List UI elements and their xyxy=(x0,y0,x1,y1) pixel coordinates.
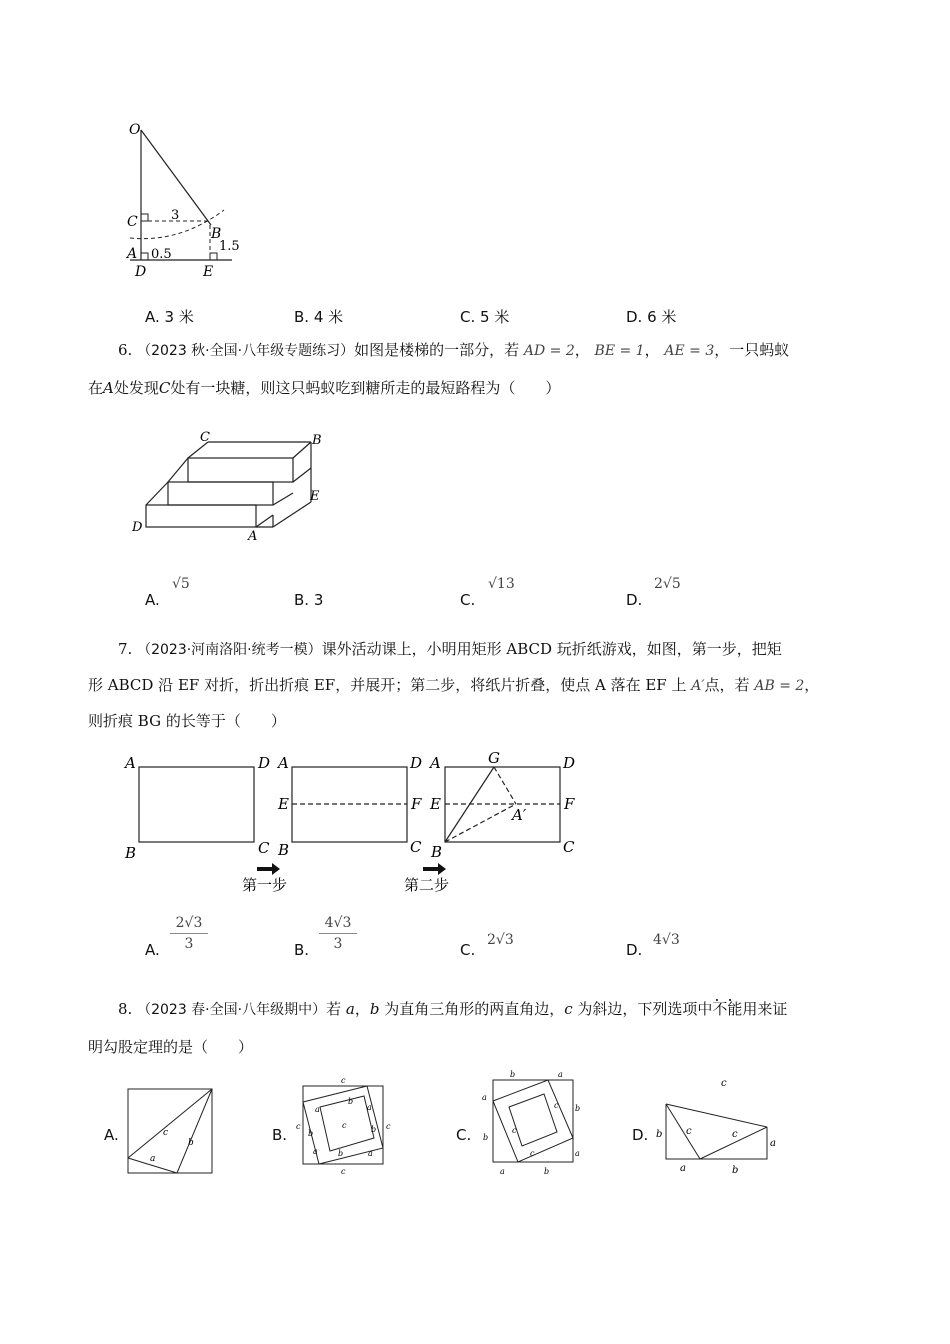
question-text: 用来证 xyxy=(742,1000,788,1018)
fig1-label-C: C xyxy=(258,839,270,857)
label-a: a xyxy=(313,1147,318,1156)
label-B: B xyxy=(211,226,222,242)
fig3-label-F: F xyxy=(564,795,575,813)
option-letter: D. xyxy=(626,941,643,959)
option-letter: A. xyxy=(145,308,160,326)
step1-label: 第一步 xyxy=(242,876,288,894)
q5-option-d[interactable] xyxy=(626,306,676,327)
label-a: a xyxy=(500,1167,505,1176)
fig1-label-D: D xyxy=(258,754,271,772)
option-letter: C. xyxy=(460,308,476,326)
var-a: a xyxy=(345,1000,355,1018)
question-text: 如图是楼梯的一部分，若 xyxy=(354,341,520,359)
question-source: （2023 春·全国·八年级期中） xyxy=(137,1002,327,1018)
label-b: b xyxy=(483,1133,489,1142)
question-number: 6. xyxy=(118,341,133,359)
fig3-label-B: B xyxy=(431,843,443,861)
q6-option-d[interactable] xyxy=(626,591,642,609)
q6-stem-line1 xyxy=(118,334,858,367)
fig3-label-G: G xyxy=(488,749,500,767)
fig1-label-A: A xyxy=(125,754,136,772)
fig3-label-E: E xyxy=(430,795,441,813)
q8-option-d[interactable] xyxy=(632,1126,648,1144)
label-c: c xyxy=(296,1122,301,1131)
option-text: 6 米 xyxy=(647,308,677,326)
question-text: 课外活动课上，小明用矩形 ABCD 玩折纸游戏，如图，第一步，把矩 xyxy=(321,640,782,658)
q7-option-b-fraction xyxy=(319,913,357,954)
q6-option-a[interactable] xyxy=(145,591,160,609)
question-source: （2023·河南洛阳·统考一模） xyxy=(137,642,322,658)
fig2-label-C: C xyxy=(410,838,422,856)
q7-option-a[interactable] xyxy=(145,941,160,959)
label-b: b xyxy=(188,1138,194,1148)
emphasis-text: 不能 xyxy=(712,1000,743,1018)
label-A: A xyxy=(127,246,138,262)
q8-stem-line2 xyxy=(88,1031,863,1063)
var-b: b xyxy=(369,1000,380,1018)
q7-option-d-value: 4√3 xyxy=(653,932,680,948)
question-source: （2023 秋·全国·八年级专题练习） xyxy=(137,343,355,359)
q7-option-b[interactable] xyxy=(294,941,309,959)
label-3: 3 xyxy=(171,208,180,223)
q6-option-d-value: 2√5 xyxy=(654,576,681,592)
q7-option-c-value: 2√3 xyxy=(487,932,514,948)
fig2-label-F: F xyxy=(411,795,422,813)
label-b: b xyxy=(348,1097,354,1106)
point-a-prime: A′ xyxy=(691,678,705,694)
step2-label: 第二步 xyxy=(404,876,450,894)
label-a: a xyxy=(150,1154,156,1164)
question-number: 7. xyxy=(118,640,133,658)
condition-be: BE = 1 xyxy=(594,343,645,359)
fig3-label-C: C xyxy=(563,838,575,856)
label-C: C xyxy=(200,430,210,445)
q5-option-a[interactable] xyxy=(145,306,194,327)
label-a: a xyxy=(680,1163,686,1174)
option-letter: A. xyxy=(145,591,160,609)
option-text: 3 米 xyxy=(164,308,194,326)
label-c: c xyxy=(554,1101,559,1110)
label-c: c xyxy=(512,1126,517,1135)
point-a: A xyxy=(103,379,114,397)
label-c-top: c xyxy=(721,1078,727,1089)
label-b: b xyxy=(308,1129,314,1138)
question-text: 为直角三角形的两直角边， xyxy=(379,1000,565,1018)
label-c: c xyxy=(163,1128,169,1138)
fig1-label-B: B xyxy=(125,844,137,862)
label-c: c xyxy=(530,1149,535,1158)
label-D: D xyxy=(135,264,147,280)
fig2-label-B: B xyxy=(278,841,290,859)
label-a: a xyxy=(368,1149,373,1158)
question-text: 若 xyxy=(326,1000,346,1018)
label-b: b xyxy=(338,1149,344,1158)
q8-figure-c xyxy=(478,1068,581,1180)
q7-stem-line1 xyxy=(118,633,863,666)
fraction-denominator: 3 xyxy=(184,936,194,952)
fraction-numerator: 2√3 xyxy=(170,913,208,934)
option-letter: C. xyxy=(456,1126,472,1144)
q7-option-d[interactable] xyxy=(626,941,642,959)
q8-option-b[interactable] xyxy=(272,1126,287,1144)
emphasis-not: .. 不能 xyxy=(712,986,743,1018)
q5-figure xyxy=(120,118,240,280)
label-b: b xyxy=(656,1129,663,1140)
label-c: c xyxy=(386,1122,391,1131)
option-text: 4 米 xyxy=(313,308,344,326)
label-c: c xyxy=(732,1129,738,1140)
question-text: ，一只蚂蚁 xyxy=(714,341,790,359)
fraction-numerator: 4√3 xyxy=(319,913,357,934)
option-text: 3 xyxy=(313,591,324,609)
q6-stem-line2 xyxy=(88,372,858,404)
fig2-label-D: D xyxy=(410,754,423,772)
label-c: c xyxy=(341,1167,346,1176)
comma: ， xyxy=(644,341,660,359)
option-letter: B. xyxy=(294,941,310,959)
label-c: c xyxy=(342,1121,347,1130)
option-letter: A. xyxy=(145,941,160,959)
question-text: 处有一块糖，则这只蚂蚁吃到糖所走的最短路程为（ ） xyxy=(170,379,561,397)
label-a: a xyxy=(558,1070,563,1079)
option-letter: D. xyxy=(626,308,643,326)
label-b: b xyxy=(544,1167,550,1176)
option-text: 5 米 xyxy=(480,308,510,326)
question-text: 为斜边，下列选项中 xyxy=(572,1000,713,1018)
option-letter: B. xyxy=(294,591,310,609)
q7-option-c[interactable] xyxy=(460,941,475,959)
q5-option-b[interactable] xyxy=(294,306,343,327)
label-b: b xyxy=(732,1165,739,1176)
label-A: A xyxy=(248,529,258,544)
label-B: B xyxy=(312,433,322,448)
question-text: 在 xyxy=(88,379,104,397)
option-letter: B. xyxy=(294,308,310,326)
option-letter: C. xyxy=(460,591,476,609)
fig3-label-A: A xyxy=(430,754,441,772)
q8-figure-b xyxy=(293,1074,393,1176)
label-a: a xyxy=(367,1103,372,1112)
label-0.5: 0.5 xyxy=(151,247,172,262)
label-a: a xyxy=(770,1138,776,1149)
question-text: 明勾股定理的是（ ） xyxy=(88,1038,254,1056)
option-letter: B. xyxy=(272,1126,288,1144)
label-D: D xyxy=(132,520,143,535)
q5-option-c[interactable] xyxy=(460,306,509,327)
q6-option-c[interactable] xyxy=(460,591,475,609)
fig3-label-A-prime: A′ xyxy=(512,806,527,824)
q7-stem-line3 xyxy=(88,705,863,737)
q8-figure-d xyxy=(652,1072,782,1178)
label-c: c xyxy=(341,1076,346,1085)
label-E: E xyxy=(203,264,214,280)
label-a: a xyxy=(315,1105,320,1114)
label-E: E xyxy=(310,489,320,504)
option-letter: A. xyxy=(104,1126,119,1144)
option-letter: C. xyxy=(460,941,476,959)
question-text: ， xyxy=(354,1000,370,1018)
label-a: a xyxy=(575,1149,580,1158)
fig2-label-A: A xyxy=(278,754,289,772)
option-letter: D. xyxy=(626,591,643,609)
label-C: C xyxy=(127,214,138,230)
q8-option-a[interactable] xyxy=(104,1126,119,1144)
label-c: c xyxy=(686,1126,692,1137)
q6-option-c-value: √13 xyxy=(488,576,515,592)
question-text: ， xyxy=(804,676,820,694)
q6-option-a-value: √5 xyxy=(172,576,190,592)
condition-ad: AD = 2 xyxy=(523,343,575,359)
q7-option-a-fraction xyxy=(170,913,208,954)
q7-fold-figure xyxy=(120,748,590,898)
question-text: 点，若 xyxy=(704,676,750,694)
option-letter: D. xyxy=(632,1126,649,1144)
question-number: 8. xyxy=(118,1000,133,1018)
condition-ab: AB = 2 xyxy=(754,678,805,694)
label-b: b xyxy=(371,1125,377,1134)
question-text: 则折痕 BG 的长等于（ ） xyxy=(88,712,286,730)
q7-stem-line2 xyxy=(88,669,863,702)
label-1.5: 1.5 xyxy=(219,239,240,254)
q8-stem-line1 xyxy=(118,986,868,1026)
q6-staircase-figure xyxy=(128,430,328,546)
label-O: O xyxy=(129,122,141,138)
point-c: C xyxy=(158,379,171,397)
fig2-label-E: E xyxy=(278,795,289,813)
fraction-denominator: 3 xyxy=(333,936,343,952)
condition-ae: AE = 3 xyxy=(664,343,715,359)
var-c: c xyxy=(564,1000,573,1018)
label-b: b xyxy=(575,1104,581,1113)
label-a: a xyxy=(482,1093,487,1102)
q6-option-b[interactable] xyxy=(294,591,323,609)
question-text: 形 ABCD 沿 EF 对折，折出折痕 EF，并展开；第二步，将纸片折叠，使点 A 落在 EF 上 xyxy=(88,676,687,694)
fig3-label-D: D xyxy=(563,754,576,772)
question-text: 处发现 xyxy=(113,379,159,397)
q8-figure-a xyxy=(125,1085,217,1177)
q8-option-c[interactable] xyxy=(456,1126,471,1144)
comma: ， xyxy=(574,341,590,359)
label-b: b xyxy=(510,1070,516,1079)
